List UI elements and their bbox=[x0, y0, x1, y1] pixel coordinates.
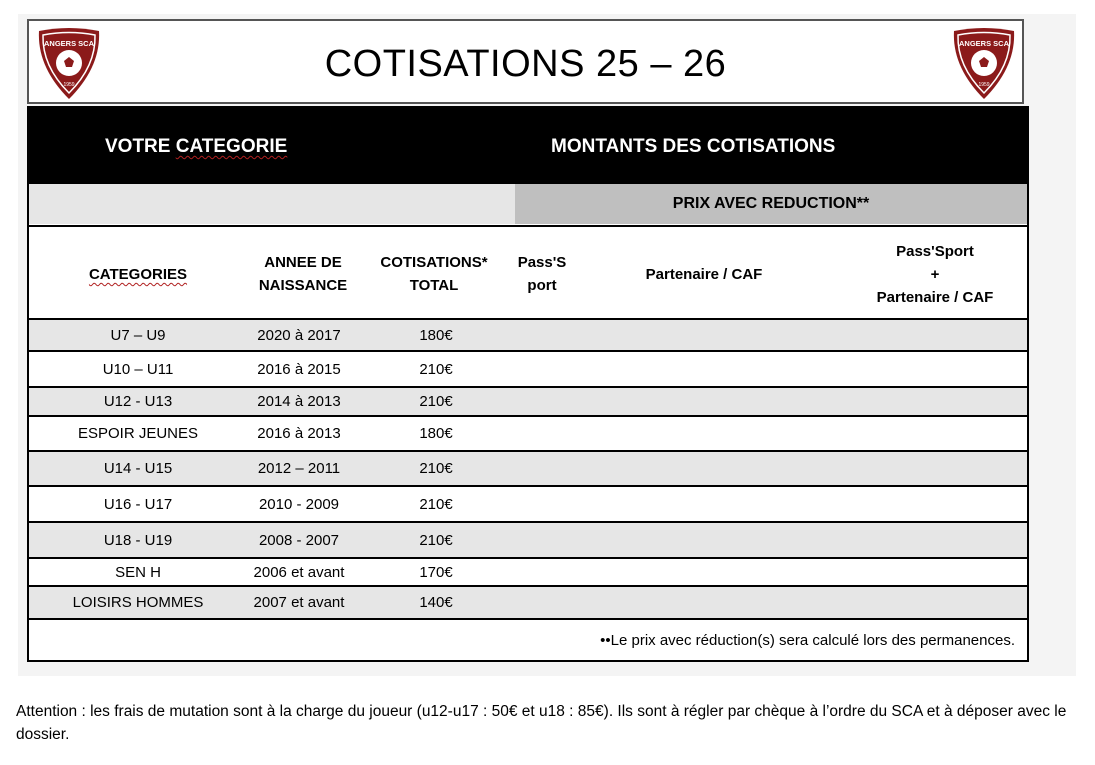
cell-categorie: ESPOIR JEUNES bbox=[77, 425, 199, 442]
cell-cotisation: 210€ bbox=[419, 460, 453, 477]
table-row bbox=[29, 318, 1027, 350]
table-row bbox=[29, 585, 1027, 618]
header-left-prefix: VOTRE bbox=[105, 136, 176, 157]
reduction-note: ••Le prix avec réduction(s) sera calculé lors des permanences. bbox=[600, 632, 1015, 649]
cell-cotisation: 170€ bbox=[419, 563, 453, 581]
table-row bbox=[29, 386, 1027, 415]
svg-text:1959: 1959 bbox=[63, 82, 75, 88]
svg-text:ANGERS SCA: ANGERS SCA bbox=[43, 39, 95, 48]
col-combo-line1: Pass'Sport bbox=[896, 243, 974, 260]
header-votre-categorie bbox=[105, 136, 287, 158]
header-montants: MONTANTS DES COTISATIONS bbox=[551, 136, 836, 157]
table-header bbox=[29, 108, 1027, 184]
col-annee-line2: NAISSANCE bbox=[258, 277, 348, 294]
col-combo-line3: Partenaire / CAF bbox=[876, 289, 994, 306]
cell-cotisation: 210€ bbox=[419, 360, 453, 378]
cell-cotisation: 180€ bbox=[419, 425, 453, 442]
page-title: COTISATIONS 25 – 26 bbox=[324, 43, 727, 85]
title-box bbox=[27, 19, 1024, 104]
cell-categorie: U12 - U13 bbox=[103, 393, 173, 410]
cell-cotisation: 210€ bbox=[419, 495, 453, 513]
header-left-underlined: CATEGORIE bbox=[175, 136, 288, 157]
table-row bbox=[29, 350, 1027, 386]
col-categories-label: CATEGORIES bbox=[88, 266, 188, 283]
cell-annee: 2006 et avant bbox=[253, 563, 345, 581]
col-header-pass-sport bbox=[511, 251, 573, 297]
table-row bbox=[29, 521, 1027, 557]
svg-text:ANGERS SCA: ANGERS SCA bbox=[958, 39, 1010, 48]
cell-annee: 2010 - 2009 bbox=[258, 495, 340, 513]
table-row bbox=[29, 450, 1027, 485]
cell-cotisation: 210€ bbox=[419, 531, 453, 549]
cell-categorie: U14 - U15 bbox=[103, 460, 173, 477]
cell-cotisation: 180€ bbox=[419, 326, 453, 344]
col-header-partenaire: Partenaire / CAF bbox=[645, 266, 763, 283]
col-header-annee bbox=[247, 251, 359, 297]
cell-categorie: U7 – U9 bbox=[110, 326, 166, 344]
cell-categorie: SEN H bbox=[115, 563, 161, 581]
col-combo-line2: + bbox=[930, 266, 940, 283]
table-row bbox=[29, 485, 1027, 521]
col-cotis-line1: COTISATIONS* bbox=[380, 254, 488, 271]
col-cotis-line2: TOTAL bbox=[409, 277, 459, 294]
col-header-categories bbox=[29, 263, 247, 286]
table-subheader bbox=[29, 184, 1027, 226]
cell-cotisation: 140€ bbox=[419, 594, 453, 611]
cell-annee: 2014 à 2013 bbox=[257, 393, 341, 410]
cell-annee: 2020 à 2017 bbox=[257, 326, 341, 344]
cell-categorie: U18 - U19 bbox=[103, 531, 173, 549]
cell-cotisation: 210€ bbox=[419, 393, 453, 410]
divider bbox=[29, 225, 1027, 227]
col-pass-line1: Pass'S bbox=[517, 254, 567, 271]
cell-categorie: U16 - U17 bbox=[103, 495, 173, 513]
cell-annee: 2016 à 2013 bbox=[257, 425, 341, 442]
cotisations-table bbox=[27, 106, 1029, 662]
col-header-passsport-partenaire bbox=[849, 240, 1021, 309]
club-crest-logo bbox=[950, 27, 1018, 101]
divider bbox=[29, 618, 1027, 620]
mutation-fees-notice: Attention : les frais de mutation sont à la charge du joueur (u12-u17 : 50€ et u18 : 85€). Ils sont à régler par chèque à l’ordre du SCA et à déposer avec le dossier. bbox=[16, 703, 1067, 743]
table-row bbox=[29, 415, 1027, 450]
cell-categorie: U10 – U11 bbox=[102, 360, 174, 378]
cell-annee: 2016 à 2015 bbox=[257, 360, 341, 378]
subheader-prix-reduction: PRIX AVEC REDUCTION** bbox=[515, 184, 1027, 224]
subheader-blank bbox=[29, 184, 515, 224]
cell-annee: 2008 - 2007 bbox=[258, 531, 340, 549]
cell-annee: 2007 et avant bbox=[253, 594, 345, 611]
table-row bbox=[29, 557, 1027, 585]
svg-text:1959: 1959 bbox=[978, 82, 990, 88]
cell-annee: 2012 – 2011 bbox=[257, 460, 341, 477]
col-pass-line2: port bbox=[527, 277, 557, 294]
col-header-cotisations bbox=[361, 251, 507, 297]
col-annee-line1: ANNEE DE bbox=[264, 254, 342, 271]
cell-categorie: LOISIRS HOMMES bbox=[72, 594, 204, 611]
